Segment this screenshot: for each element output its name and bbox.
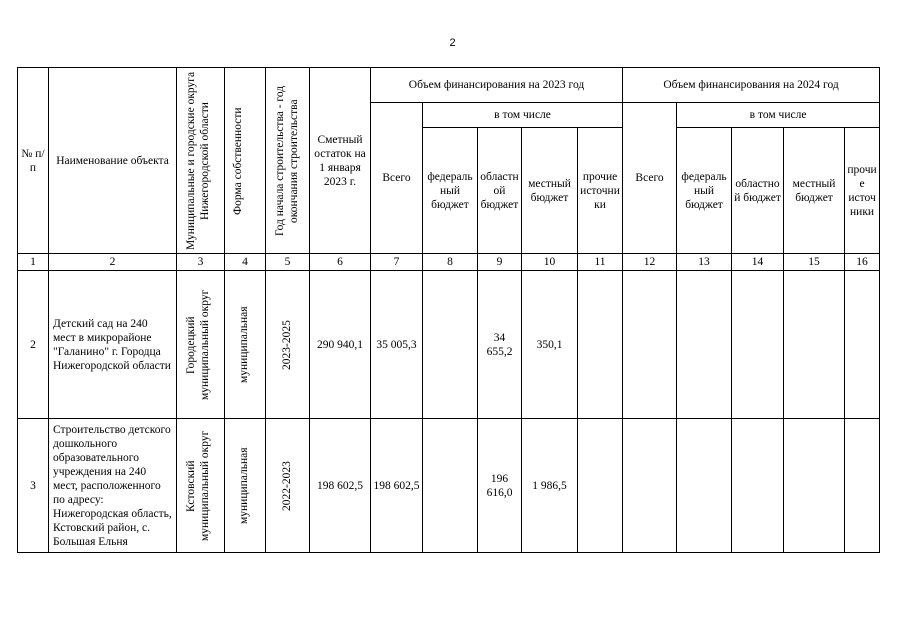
other-2024 bbox=[845, 419, 880, 553]
ownership-cell bbox=[225, 419, 266, 553]
federal-2023 bbox=[423, 419, 478, 553]
header-local-2023: местный бюджет bbox=[522, 128, 578, 254]
header-years bbox=[266, 68, 310, 254]
header-ownership bbox=[225, 68, 266, 254]
local-2023: 1 986,5 bbox=[522, 419, 578, 553]
ownership-text: муниципальная bbox=[238, 447, 250, 524]
municipality-text: Кстовский муниципальный округ bbox=[184, 430, 211, 541]
col-num: 7 bbox=[371, 254, 423, 271]
col-num: 15 bbox=[784, 254, 845, 271]
years-cell bbox=[266, 271, 310, 419]
header-including-2024: в том числе bbox=[677, 103, 880, 128]
col-num: 11 bbox=[578, 254, 623, 271]
col-num: 10 bbox=[522, 254, 578, 271]
regional-2024 bbox=[732, 419, 784, 553]
financing-table bbox=[17, 67, 880, 553]
header-name: Наименование объекта bbox=[49, 68, 177, 254]
header-municipality bbox=[177, 68, 225, 254]
header-years-text: Год начала строительства - год окончания строительства bbox=[273, 85, 300, 236]
header-local-2024: местный бюджет bbox=[784, 128, 845, 254]
total-2023: 35 005,3 bbox=[371, 271, 423, 419]
local-2024 bbox=[784, 271, 845, 419]
col-num: 8 bbox=[423, 254, 478, 271]
page-number: 2 bbox=[449, 37, 456, 49]
remainder: 198 602,5 bbox=[310, 419, 371, 553]
col-num: 1 bbox=[18, 254, 49, 271]
header-regional-2023: областной бюджет bbox=[478, 128, 522, 254]
row-num: 2 bbox=[18, 271, 49, 419]
header-other-2024: прочие источники bbox=[845, 128, 880, 254]
local-2024 bbox=[784, 419, 845, 553]
regional-2024 bbox=[732, 271, 784, 419]
header-regional-2024: областной бюджет bbox=[732, 128, 784, 254]
object-name: Детский сад на 240 мест в микрорайоне "Галанино" г. Городца Нижегородской области bbox=[49, 271, 177, 419]
col-num: 13 bbox=[677, 254, 732, 271]
local-2023: 350,1 bbox=[522, 271, 578, 419]
header-federal-2023: федеральный бюджет bbox=[423, 128, 478, 254]
col-num: 6 bbox=[310, 254, 371, 271]
ownership-text: муниципальная bbox=[238, 306, 250, 383]
object-name: Строительство детского дошкольного образовательного учреждения на 240 мест, расположенного по адресу: Нижегородская область, Кстовский район, с. Большая Ельня bbox=[49, 419, 177, 553]
years-text: 2022-2023 bbox=[280, 460, 293, 511]
other-2023 bbox=[578, 271, 623, 419]
years-text: 2023-2025 bbox=[280, 319, 293, 370]
col-num: 3 bbox=[177, 254, 225, 271]
header-total-2023: Всего bbox=[371, 103, 423, 254]
row-num: 3 bbox=[18, 419, 49, 553]
federal-2024 bbox=[677, 271, 732, 419]
col-num: 12 bbox=[623, 254, 677, 271]
municipality-cell bbox=[177, 419, 225, 553]
total-2023: 198 602,5 bbox=[371, 419, 423, 553]
header-other-2023: прочие источники bbox=[578, 128, 623, 254]
total-2024 bbox=[623, 271, 677, 419]
remainder: 290 940,1 bbox=[310, 271, 371, 419]
table-row bbox=[18, 271, 880, 419]
header-total-2024: Всего bbox=[623, 103, 677, 254]
header-including-2023: в том числе bbox=[423, 103, 623, 128]
ownership-cell bbox=[225, 271, 266, 419]
header-ownership-text: Форма собственности bbox=[232, 106, 244, 215]
header-funding-2023: Объем финансирования на 2023 год bbox=[371, 68, 623, 103]
federal-2023 bbox=[423, 271, 478, 419]
col-num: 2 bbox=[49, 254, 177, 271]
header-row-1 bbox=[18, 68, 880, 103]
other-2024 bbox=[845, 271, 880, 419]
col-num: 9 bbox=[478, 254, 522, 271]
municipality-text: Городецкий муниципальный округ bbox=[184, 289, 211, 400]
col-num: 4 bbox=[225, 254, 266, 271]
other-2023 bbox=[578, 419, 623, 553]
col-num: 5 bbox=[266, 254, 310, 271]
years-cell bbox=[266, 419, 310, 553]
municipality-cell bbox=[177, 271, 225, 419]
header-municipality-text: Муниципальные и городские округа Нижегородской области bbox=[184, 71, 211, 250]
regional-2023: 34 655,2 bbox=[478, 271, 522, 419]
col-num: 16 bbox=[845, 254, 880, 271]
header-federal-2024: федеральный бюджет bbox=[677, 128, 732, 254]
federal-2024 bbox=[677, 419, 732, 553]
col-num: 14 bbox=[732, 254, 784, 271]
total-2024 bbox=[623, 419, 677, 553]
header-funding-2024: Объем финансирования на 2024 год bbox=[623, 68, 880, 103]
header-remainder: Сметный остаток на 1 января 2023 г. bbox=[310, 68, 371, 254]
header-num: № п/п bbox=[18, 68, 49, 254]
table-row bbox=[18, 419, 880, 553]
regional-2023: 196 616,0 bbox=[478, 419, 522, 553]
column-number-row bbox=[18, 254, 880, 271]
